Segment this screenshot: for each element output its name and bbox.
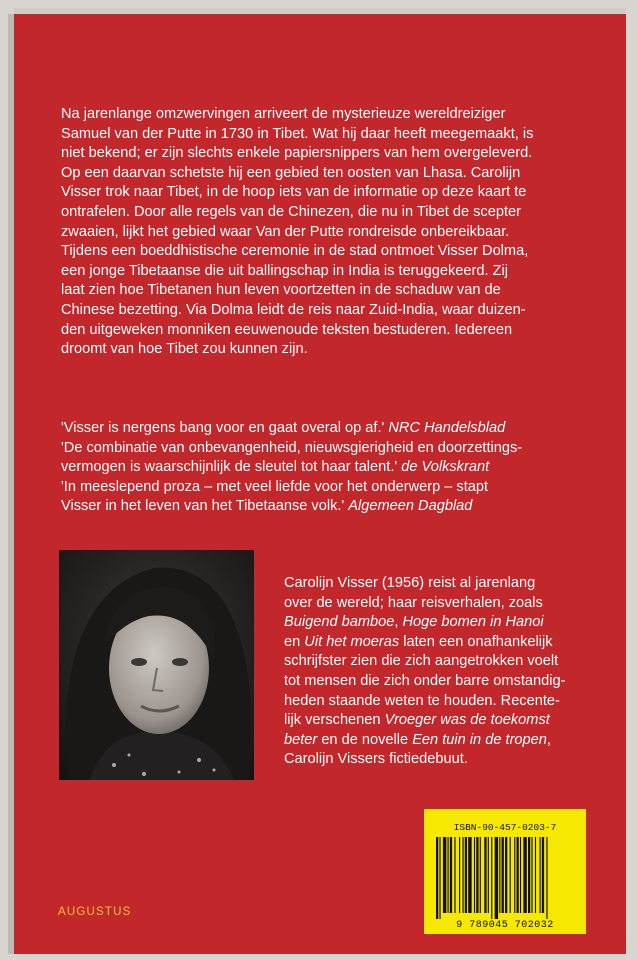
bio-text: , bbox=[546, 731, 551, 748]
barcode-label bbox=[424, 809, 586, 934]
bio-text: en bbox=[284, 633, 305, 650]
bio-line bbox=[284, 633, 584, 653]
barcode-bar bbox=[510, 837, 511, 913]
barcode-bar bbox=[528, 837, 530, 913]
press-quote bbox=[61, 458, 601, 478]
press-quotes bbox=[61, 419, 601, 517]
barcode-bar bbox=[465, 837, 467, 913]
bio-line bbox=[284, 711, 584, 731]
barcode-bar bbox=[459, 837, 460, 913]
bio-text: en de novelle bbox=[317, 731, 413, 748]
book-title: Uit het moeras bbox=[304, 633, 400, 650]
barcode-bar bbox=[531, 837, 532, 913]
blurb-line: Op een daarvan schetste hij een gebied ten oosten van Lhasa. Carolijn bbox=[61, 164, 521, 181]
barcode-bar bbox=[468, 837, 471, 913]
press-quote-line: 'De combinatie van onbevangenheid, nieuwsgierigheid en doorzettings- bbox=[61, 439, 523, 456]
barcode-bar bbox=[454, 837, 455, 913]
book-title: Buigend bamboe bbox=[284, 614, 395, 631]
barcode-bar bbox=[491, 837, 492, 919]
blurb-line: den uitgeweken monniken eeuwenoude teksten bestuderen. Iedereen bbox=[61, 321, 513, 338]
quote-text: 'Visser is nergens bang voor en gaat overal op af.' bbox=[61, 420, 385, 436]
blurb-line: Tijdens een boeddhistische ceremonie in de stad ontmoet Visser Dolma, bbox=[61, 243, 529, 260]
barcode-bar bbox=[450, 837, 452, 913]
barcode-bar bbox=[436, 837, 438, 919]
quote-source: NRC Handelsblad bbox=[388, 420, 506, 436]
author-portrait-image bbox=[59, 550, 254, 780]
barcode-bar bbox=[495, 837, 498, 919]
bio-text: lijk verschenen bbox=[284, 712, 385, 729]
barcode-bar bbox=[476, 837, 478, 913]
barcode-bar bbox=[488, 837, 489, 913]
author-photo bbox=[59, 550, 254, 780]
blurb-text bbox=[61, 105, 601, 360]
bio-line: tot mensen die zich onder barre omstandig- bbox=[284, 672, 566, 689]
press-quote bbox=[61, 419, 601, 439]
blurb-line: laat zien hoe Tibetanen hun leven voortzetten in de schaduw van de bbox=[61, 282, 501, 299]
book-title: Vroeger was de toekomst bbox=[384, 712, 550, 729]
bio-line: over de wereld; haar reisverhalen, zoals bbox=[284, 594, 543, 611]
barcode-bar bbox=[546, 837, 547, 919]
blurb-line: Chinese bezetting. Via Dolma leidt de reis naar Zuid-India, waar duizen- bbox=[61, 301, 526, 318]
bio-line: Carolijn Vissers fictiedebuut. bbox=[284, 751, 468, 768]
barcode-bar bbox=[474, 837, 475, 913]
barcode-bar bbox=[514, 837, 515, 913]
quote-source: Algemeen Dagblad bbox=[348, 498, 473, 515]
bio-line bbox=[284, 731, 584, 751]
barcode-bar bbox=[443, 837, 446, 913]
press-quote-line: 'In meeslepend proza – met veel liefde voor het onderwerp – stapt bbox=[61, 478, 489, 495]
barcode-bar bbox=[499, 837, 500, 913]
barcode-bar bbox=[480, 837, 481, 913]
blurb-line: niet bekend; er zijn slechts enkele papiersnippers van hem overgeleverd. bbox=[61, 145, 533, 162]
blurb-line: Na jarenlange omzwervingen arriveert de mysterieuze wereldreiziger bbox=[61, 106, 506, 122]
blurb-line: droomt van hoe Tibet zou kunnen zijn. bbox=[61, 341, 308, 358]
barcode-number: 9 789045 702032 bbox=[456, 920, 554, 931]
barcode-bar bbox=[484, 837, 486, 913]
bio-line: schrijfster zien die zich aangetrokken voelt bbox=[284, 653, 559, 670]
barcode-bar bbox=[535, 837, 536, 913]
book-back-cover bbox=[14, 14, 626, 954]
quote-text: vermogen is waarschijnlijk de sleutel tot haar talent.' bbox=[61, 459, 398, 476]
blurb-line: Samuel van der Putte in 1730 in Tibet. Wat hij daar heeft meegemaakt, is bbox=[61, 125, 534, 142]
barcode-bar bbox=[517, 837, 519, 913]
blurb-line: Visser trok naar Tibet, in de hoop iets van de informatie op deze kaart te bbox=[61, 184, 527, 201]
barcode-bar bbox=[542, 837, 544, 913]
bio-separator: , bbox=[394, 614, 403, 631]
isbn-text: ISBN-90-457-0203-7 bbox=[453, 822, 557, 833]
publisher-name: AUGUSTUS bbox=[58, 906, 132, 918]
barcode-bar bbox=[520, 837, 521, 913]
quote-source: de Volkskrant bbox=[401, 459, 490, 476]
author-bio bbox=[284, 574, 584, 770]
blurb-line: een jonge Tibetaanse die uit ballingschap in India is teruggekeerd. Zij bbox=[61, 262, 509, 279]
quote-text: Visser in het leven van het Tibetaanse volk.' bbox=[61, 498, 345, 515]
blurb-line: ontrafelen. Door alle regels van de Chinezen, die nu in Tibet de scepter bbox=[61, 203, 521, 220]
barcode-bar bbox=[502, 837, 504, 913]
barcode-bar bbox=[448, 837, 449, 913]
bio-line: Carolijn Visser (1956) reist al jarenlang bbox=[284, 575, 536, 591]
blurb-line: zwaaien, lijkt het gebied waar Van der Putte rondreisde onbereikbaar. bbox=[61, 223, 510, 240]
barcode-bar bbox=[523, 837, 526, 913]
bio-text: laten een onafhankelijk bbox=[399, 633, 553, 650]
book-title: Een tuin in de tropen bbox=[412, 731, 547, 748]
barcode-bar bbox=[505, 837, 507, 913]
barcode-icon bbox=[432, 837, 578, 919]
barcode-bar bbox=[540, 837, 541, 913]
barcode-bar bbox=[439, 837, 440, 919]
barcode-bar bbox=[462, 837, 463, 913]
bio-line bbox=[284, 613, 584, 633]
bio-line: heden staande weten te houden. Recente- bbox=[284, 692, 560, 709]
book-title: beter bbox=[284, 731, 318, 748]
press-quote bbox=[61, 497, 601, 517]
book-title: Hoge bomen in Hanoi bbox=[402, 614, 544, 631]
